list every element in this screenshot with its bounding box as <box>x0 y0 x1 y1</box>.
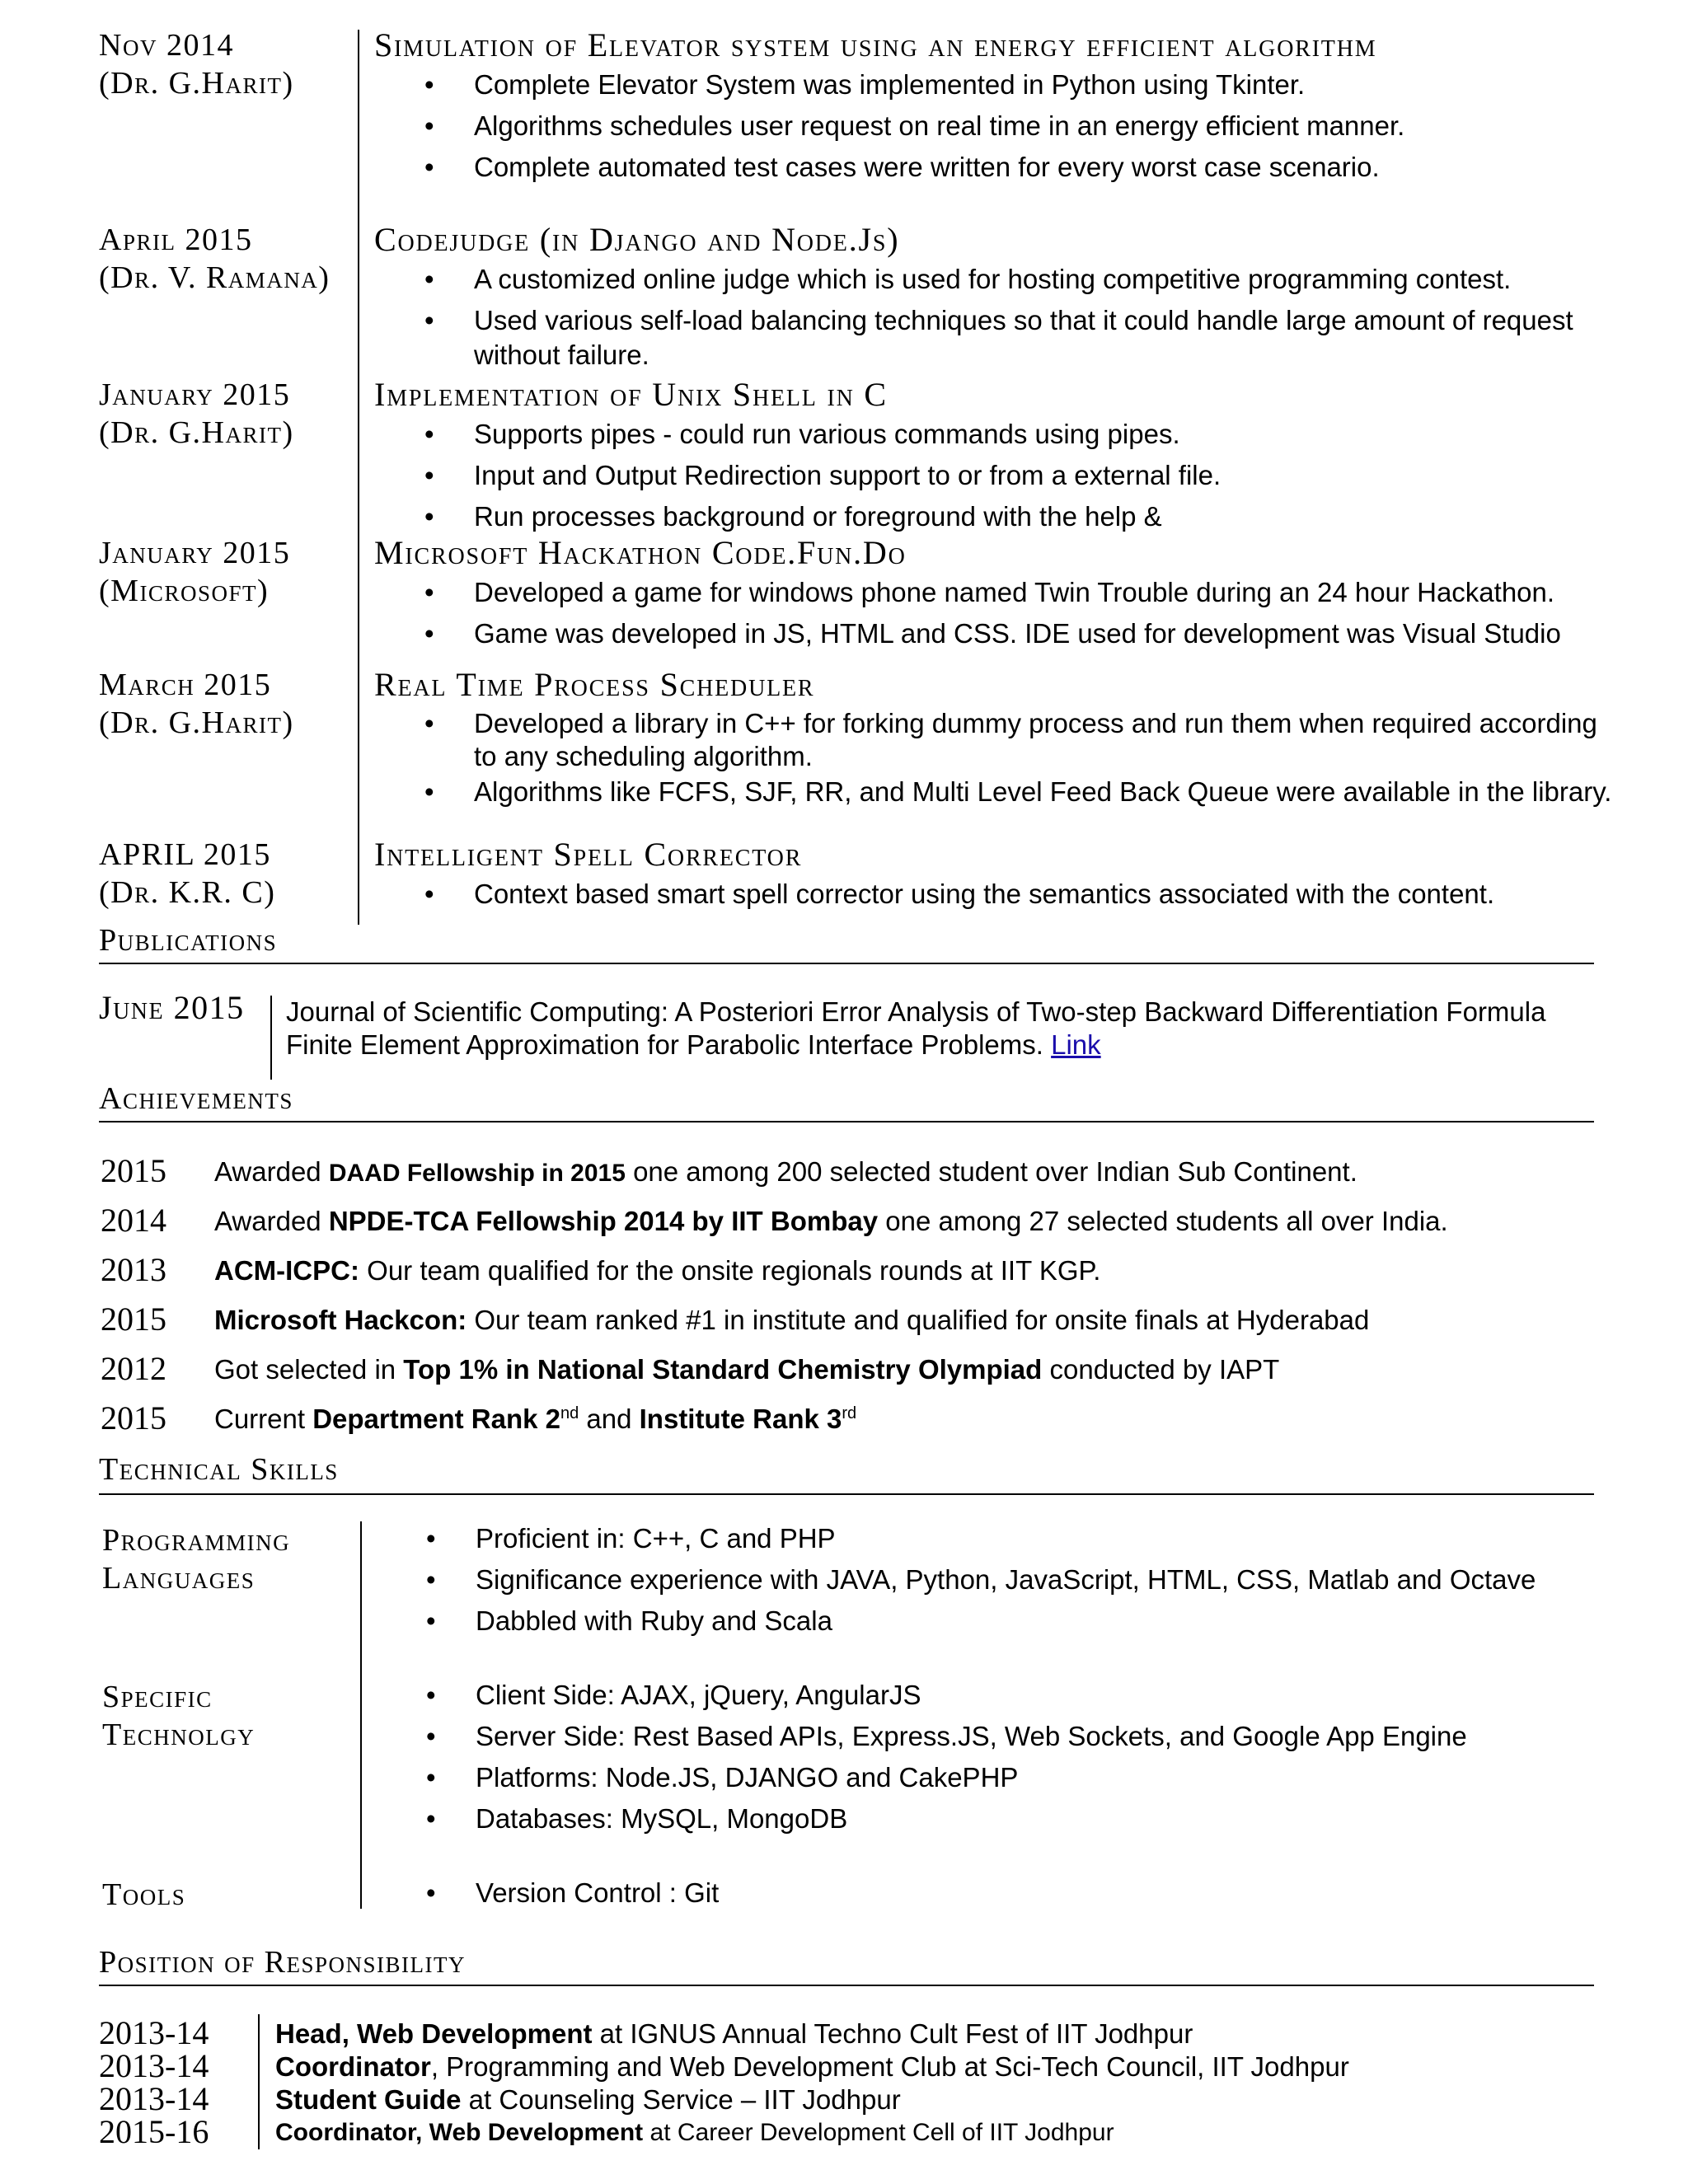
project-bullets <box>429 262 1599 379</box>
skill-category: Specific Technolgy <box>102 1680 256 1752</box>
project-date: March 2015 <box>99 668 272 702</box>
achievement-row: 2015 Microsoft Hackcon: Our team ranked #1 in institute and qualified for onsite finals at Hyderabad <box>0 1299 1688 1340</box>
list-item: • Context based smart spell corrector using the semantics associated with the content. <box>429 877 1494 912</box>
project-date: Nov 2014 <box>99 28 234 63</box>
project-mentor: (Dr. G.Harit) <box>99 415 294 450</box>
skill-category: Programming Languages <box>102 1523 291 1596</box>
position-row: 2015-16 Coordinator, Web Development at Career Development Cell of IIT Jodhpur <box>99 2113 1114 2150</box>
achievement-row: 2013 ACM-ICPC: Our team qualified for the onsite regionals rounds at IIT KGP. <box>0 1249 1688 1291</box>
list-item: • Algorithms schedules user request on real time in an energy efficient manner. <box>429 109 1404 143</box>
achievement-year: 2015 <box>101 1301 166 1338</box>
achievement-year: 2015 <box>101 1152 166 1189</box>
achievement-year: 2015 <box>101 1399 166 1436</box>
skills-heading: Technical Skills <box>99 1452 339 1487</box>
project-date: APRIL 2015 <box>99 837 271 872</box>
project-mentor: (Dr. V. Ramana) <box>99 260 331 295</box>
position-row: 2013-14 Student Guide at Counseling Service – IIT Jodhpur <box>99 2080 901 2117</box>
list-item: • Used various self-load balancing techniques so that it could handle large amount of request without failure. <box>429 303 1599 373</box>
project-mentor: (Dr. G.Harit) <box>99 66 294 101</box>
position-year: 2015-16 <box>99 2113 209 2150</box>
list-item: • Algorithms like FCFS, SJF, RR, and Multi Level Feed Back Queue were available in the library. <box>429 775 1611 809</box>
list-item: • Version Control : Git <box>430 1876 719 1910</box>
list-item: • Proficient in: C++, C and PHP <box>430 1521 1536 1556</box>
list-item: • Significance experience with JAVA, Python, JavaScript, HTML, CSS, Matlab and Octave <box>430 1563 1536 1597</box>
list-item: • Input and Output Redirection support to or from a external file. <box>429 458 1221 493</box>
list-item: • Client Side: AJAX, jQuery, AngularJS <box>430 1678 1467 1713</box>
position-row: 2013-14 Coordinator, Programming and Web Development Club at Sci-Tech Council, IIT Jodhpur <box>99 2047 1349 2084</box>
achievement-row: 2015 Awarded DAAD Fellowship in 2015 one among 200 selected student over Indian Sub Continent. <box>0 1151 1688 1192</box>
positions-rule <box>99 1985 1594 1986</box>
skill-list <box>430 1876 719 1917</box>
publication-divider <box>270 996 272 1080</box>
project-mentor: (Dr. K.R. C) <box>99 875 276 910</box>
skill-list <box>430 1521 1536 1645</box>
list-item: • Developed a library in C++ for forking dummy process and run them when required according to any scheduling algorithm. <box>429 707 1599 773</box>
project-date: April 2015 <box>99 223 253 257</box>
project-title: Codejudge (in Django and Node.Js) <box>374 221 900 258</box>
publications-heading: Publications <box>99 923 278 958</box>
list-item: • A customized online judge which is used for hosting competitive programming contest. <box>429 262 1599 297</box>
position-year: 2013-14 <box>99 2047 209 2084</box>
skill-category: Tools <box>102 1877 186 1912</box>
publication-date: June 2015 <box>99 989 245 1026</box>
list-item: • Game was developed in JS, HTML and CSS. IDE used for development was Visual Studio <box>429 616 1561 651</box>
achievement-row: 2014 Awarded NPDE-TCA Fellowship 2014 by IIT Bombay one among 27 selected students all over India. <box>0 1200 1688 1241</box>
project-bullets <box>429 575 1561 658</box>
list-item: • Dabbled with Ruby and Scala <box>430 1604 1536 1638</box>
project-bullets <box>429 877 1494 918</box>
project-title: Implementation of Unix Shell in C <box>374 376 888 413</box>
achievement-row: 2015 Current Department Rank 2nd and Institute Rank 3rd <box>0 1398 1688 1439</box>
project-title: Simulation of Elevator system using an energy efficient algorithm <box>374 26 1377 63</box>
position-year: 2013-14 <box>99 2080 209 2117</box>
achievement-year: 2013 <box>101 1251 166 1288</box>
publication-text: Journal of Scientific Computing: A Posteriori Error Analysis of Two-step Backward Differentiation Formula Finite Element Approximation for Parabolic Interface Problems. <box>286 996 1546 1060</box>
achievement-year: 2012 <box>101 1350 166 1387</box>
position-row: 2013-14 Head, Web Development at IGNUS Annual Techno Cult Fest of IIT Jodhpur <box>99 2014 1193 2051</box>
project-bullets <box>429 707 1611 816</box>
project-date: January 2015 <box>99 377 291 412</box>
achievement-row: 2012 Got selected in Top 1% in National Standard Chemistry Olympiad conducted by IAPT <box>0 1348 1688 1390</box>
project-date: January 2015 <box>99 536 291 570</box>
project-mentor: (Dr. G.Harit) <box>99 705 294 740</box>
publication-entry <box>286 996 1588 1062</box>
publication-link[interactable]: Link <box>1051 1029 1101 1060</box>
project-title: Intelligent Spell Corrector <box>374 836 803 873</box>
project-title: Microsoft Hackathon Code.Fun.Do <box>374 534 907 571</box>
skills-rule <box>99 1493 1594 1495</box>
achievement-year: 2014 <box>101 1202 166 1239</box>
achievements-rule <box>99 1121 1594 1122</box>
achievements-heading: Achievements <box>99 1081 293 1116</box>
list-item: • Complete automated test cases were written for every worst case scenario. <box>429 150 1404 185</box>
list-item: • Run processes background or foreground with the help & <box>429 499 1221 534</box>
positions-heading: Position of Responsibility <box>99 1945 466 1980</box>
list-item: • Developed a game for windows phone named Twin Trouble during an 24 hour Hackathon. <box>429 575 1561 610</box>
position-year: 2013-14 <box>99 2014 209 2051</box>
project-mentor: (Microsoft) <box>99 574 270 608</box>
publications-rule <box>99 963 1594 964</box>
project-bullets <box>429 68 1404 191</box>
projects-divider <box>358 30 359 925</box>
list-item: • Databases: MySQL, MongoDB <box>430 1802 1467 1836</box>
list-item: • Server Side: Rest Based APIs, Express.JS, Web Sockets, and Google App Engine <box>430 1719 1467 1754</box>
project-bullets <box>429 417 1221 541</box>
skill-list <box>430 1678 1467 1843</box>
project-title: Real Time Process Scheduler <box>374 666 815 703</box>
list-item: • Supports pipes - could run various commands using pipes. <box>429 417 1221 452</box>
list-item: • Complete Elevator System was implemented in Python using Tkinter. <box>429 68 1404 102</box>
skills-divider <box>360 1521 362 1909</box>
list-item: • Platforms: Node.JS, DJANGO and CakePHP <box>430 1760 1467 1795</box>
